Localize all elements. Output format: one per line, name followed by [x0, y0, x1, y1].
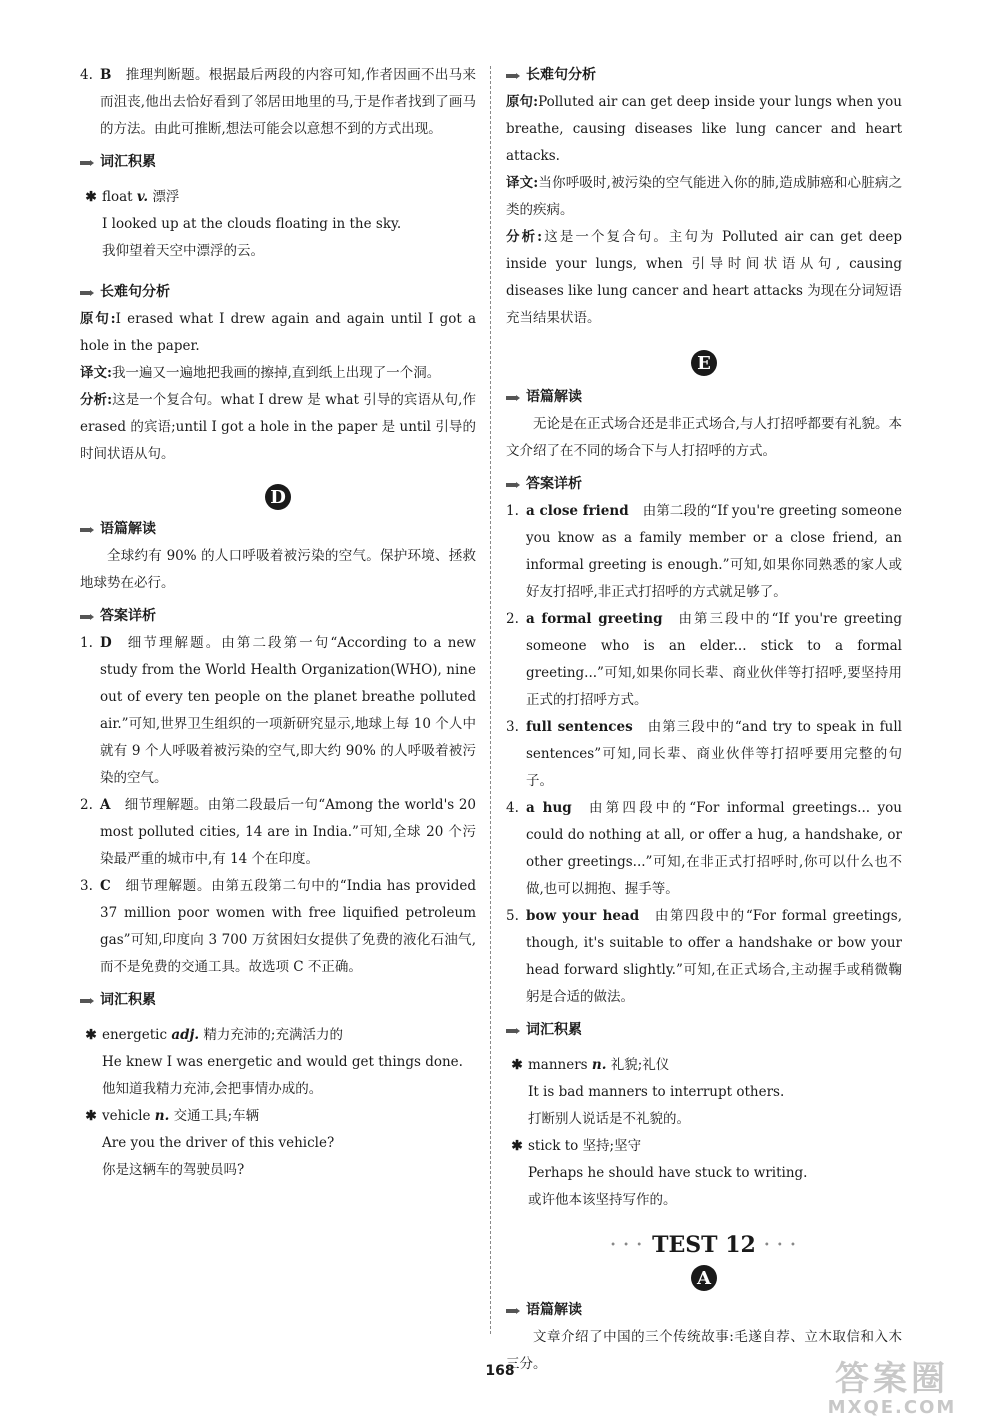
column-divider [490, 66, 491, 1334]
translation: 译文:当你呼吸时,被污染的空气能进入你的肺,造成肺癌和心脏病之类的疾病。 [506, 175, 902, 218]
asterisk-icon: ✱ [85, 1108, 97, 1124]
page-number: 168 [485, 1363, 515, 1379]
decorative-dots: • • • [610, 1240, 645, 1251]
answer-item-2: 2. a formal greeting 由第三段中的“If you're greeting someone who is an elder... stick to a formal greeting...”可知,如果你同长辈、商业伙伴等打招呼,要坚持用正式的打招呼方式。 [506, 611, 902, 708]
section-badge-d: D [265, 484, 291, 510]
section-badge-a: A [691, 1265, 717, 1291]
left-column [80, 62, 476, 1184]
section-heading-reading: 语篇解读 [506, 384, 902, 411]
vocab-entry: ✱ vehicle n. 交通工具;车辆 Are you the driver of this vehicle? 你是这辆车的驾驶员吗? [80, 1103, 476, 1184]
pencil-icon [506, 71, 520, 81]
answer-item-1: 1. a close friend 由第二段的“If you're greeting someone you know as a family member or a close friend, an informal greeting is enough.”可知,如果你同熟悉的家人或好友打招呼,非正式打招呼的方式就足够了。 [506, 503, 902, 600]
section-badge-e: E [691, 350, 717, 376]
item-number: 4. [80, 67, 93, 83]
answer-item-3: 3. full sentences 由第三段中的“and try to speak in full sentences”可知,同长辈、商业伙伴等打招呼要用完整的句子。 [506, 719, 902, 789]
section-heading-vocab: 词汇积累 [80, 987, 476, 1014]
answer-letter: B [100, 67, 112, 83]
answer-item-2: 2. A 细节理解题。由第二段最后一句“Among the world's 20 most polluted cities, 14 are in India.”可知,全球 20 个污染最严重的城市中,有 14 个在印度。 [80, 797, 476, 867]
decorative-dots: • • • [763, 1240, 798, 1251]
example-en: I looked up at the clouds floating in the sky. [102, 216, 402, 232]
pencil-icon [80, 525, 94, 535]
vocab-word: float [102, 189, 133, 205]
section-heading-reading: 语篇解读 [80, 516, 476, 543]
answer-item-5: 5. bow your head 由第四段中的“For formal greetings, though, it's suitable to offer a handshake or bow your head forward slightly.”可知,在正式场合,主动握手或稍微鞠躬是合适的做法。 [506, 908, 902, 1005]
test-title: • • • TEST 12 • • • [610, 1232, 798, 1258]
reading-summary: 文章介绍了中国的三个传统故事:毛遂自荐、立木取信和入木三分。 [506, 1329, 902, 1372]
answer-item-4: 4. a hug 由第四段中的“For informal greetings... you could do nothing at all, or offer a hug, a handshake, or other greetings...”可知,在非正式打招呼时,你可以什么也不做,也可以拥抱、握手等。 [506, 800, 902, 897]
section-heading-long-sentence: 长难句分析 [506, 62, 902, 89]
section-heading-vocab: 词汇积累 [80, 149, 476, 176]
pencil-icon [506, 1306, 520, 1316]
pencil-icon [80, 288, 94, 298]
answer-explanation: 推理判断题。根据最后两段的内容可知,作者因画不出马来而沮丧,他出去恰好看到了邻居田地里的马,于是作者找到了画马的方法。由此可推断,想法可能会以意想不到的方式出现。 [100, 67, 476, 137]
vocab-meaning: 漂浮 [152, 189, 180, 205]
pencil-icon [506, 480, 520, 490]
pencil-icon [506, 393, 520, 403]
original-sentence: 原句:Polluted air can get deep inside your lungs when you breathe, causing diseases like lung cancer and heart attacks. [506, 94, 903, 164]
section-heading-answers: 答案详析 [80, 603, 476, 630]
pencil-icon [80, 612, 94, 622]
analysis: 分析:这是一个复合句。what I drew 是 what 引导的宾语从句,作 erased 的宾语;until I got a hole in the paper 是 until 引导的时间状语从句。 [80, 392, 476, 462]
vocab-entry: ✱ manners n. 礼貌;礼仪 It is bad manners to interrupt others. 打断别人说话是不礼貌的。 [506, 1052, 902, 1133]
reading-summary: 无论是在正式场合还是非正式场合,与人打招呼都要有礼貌。本文介绍了在不同的场合下与人打招呼的方式。 [506, 416, 902, 459]
vocab-entry: ✱ energetic adj. 精力充沛的;充满活力的 He knew I was energetic and would get things done. 他知道我精力充沛,会把事情办成的。 [80, 1022, 476, 1103]
pencil-icon [80, 996, 94, 1006]
example-zh: 我仰望着天空中漂浮的云。 [102, 243, 264, 259]
asterisk-icon: ✱ [511, 1057, 523, 1073]
right-column [506, 62, 902, 1378]
translation: 译文:我一遍又一遍地把我画的擦掉,直到纸上出现了一个洞。 [80, 365, 441, 381]
answer-item-4 [80, 62, 476, 143]
section-heading-vocab: 词汇积累 [506, 1017, 902, 1044]
answer-item-1: 1. D 细节理解题。由第二段第一句“According to a new study from the World Health Organization(WHO), nine out of every ten people on the planet breathe polluted air.”可知,世界卫生组织的一项新研究显示,地球上每 10 个人中就有 9 个人呼吸着被污染的空气,即大约 90% 的人呼吸着被污染的空气。 [80, 635, 476, 786]
part-of-speech: v. [136, 189, 149, 205]
answer-item-3: 3. C 细节理解题。由第五段第二句中的“India has provided 37 million poor women with free liquified petroleum gas”可知,印度向 3 700 万贫困妇女提供了免费的液化石油气,而不是免费的交通工具。故选项 C 不正确。 [80, 878, 476, 975]
asterisk-icon: ✱ [511, 1138, 523, 1154]
original-sentence: 原句:I erased what I drew again and again until I got a hole in the paper. [80, 311, 477, 354]
section-heading-reading: 语篇解读 [506, 1297, 902, 1324]
section-heading-answers: 答案详析 [506, 471, 902, 498]
vocab-entry: ✱ stick to 坚持;坚守 Perhaps he should have stuck to writing. 或许他本该坚持写作的。 [506, 1133, 902, 1214]
asterisk-icon: ✱ [85, 189, 97, 205]
reading-summary: 全球约有 90% 的人口呼吸着被污染的空气。保护环境、拯救地球势在必行。 [80, 548, 476, 591]
pencil-icon [80, 158, 94, 168]
pencil-icon [506, 1026, 520, 1036]
watermark-logo: 答案圈 MXQE.COM [827, 1359, 957, 1418]
asterisk-icon: ✱ [85, 1027, 97, 1043]
section-heading-long-sentence: 长难句分析 [80, 279, 476, 306]
analysis: 分析:这是一个复合句。主句为 Polluted air can get deep inside your lungs, when 引导时间状语从句, causing diseases like lung cancer and heart attacks 为现在分词短语充当结果状语。 [506, 229, 903, 326]
vocab-entry [80, 184, 476, 265]
